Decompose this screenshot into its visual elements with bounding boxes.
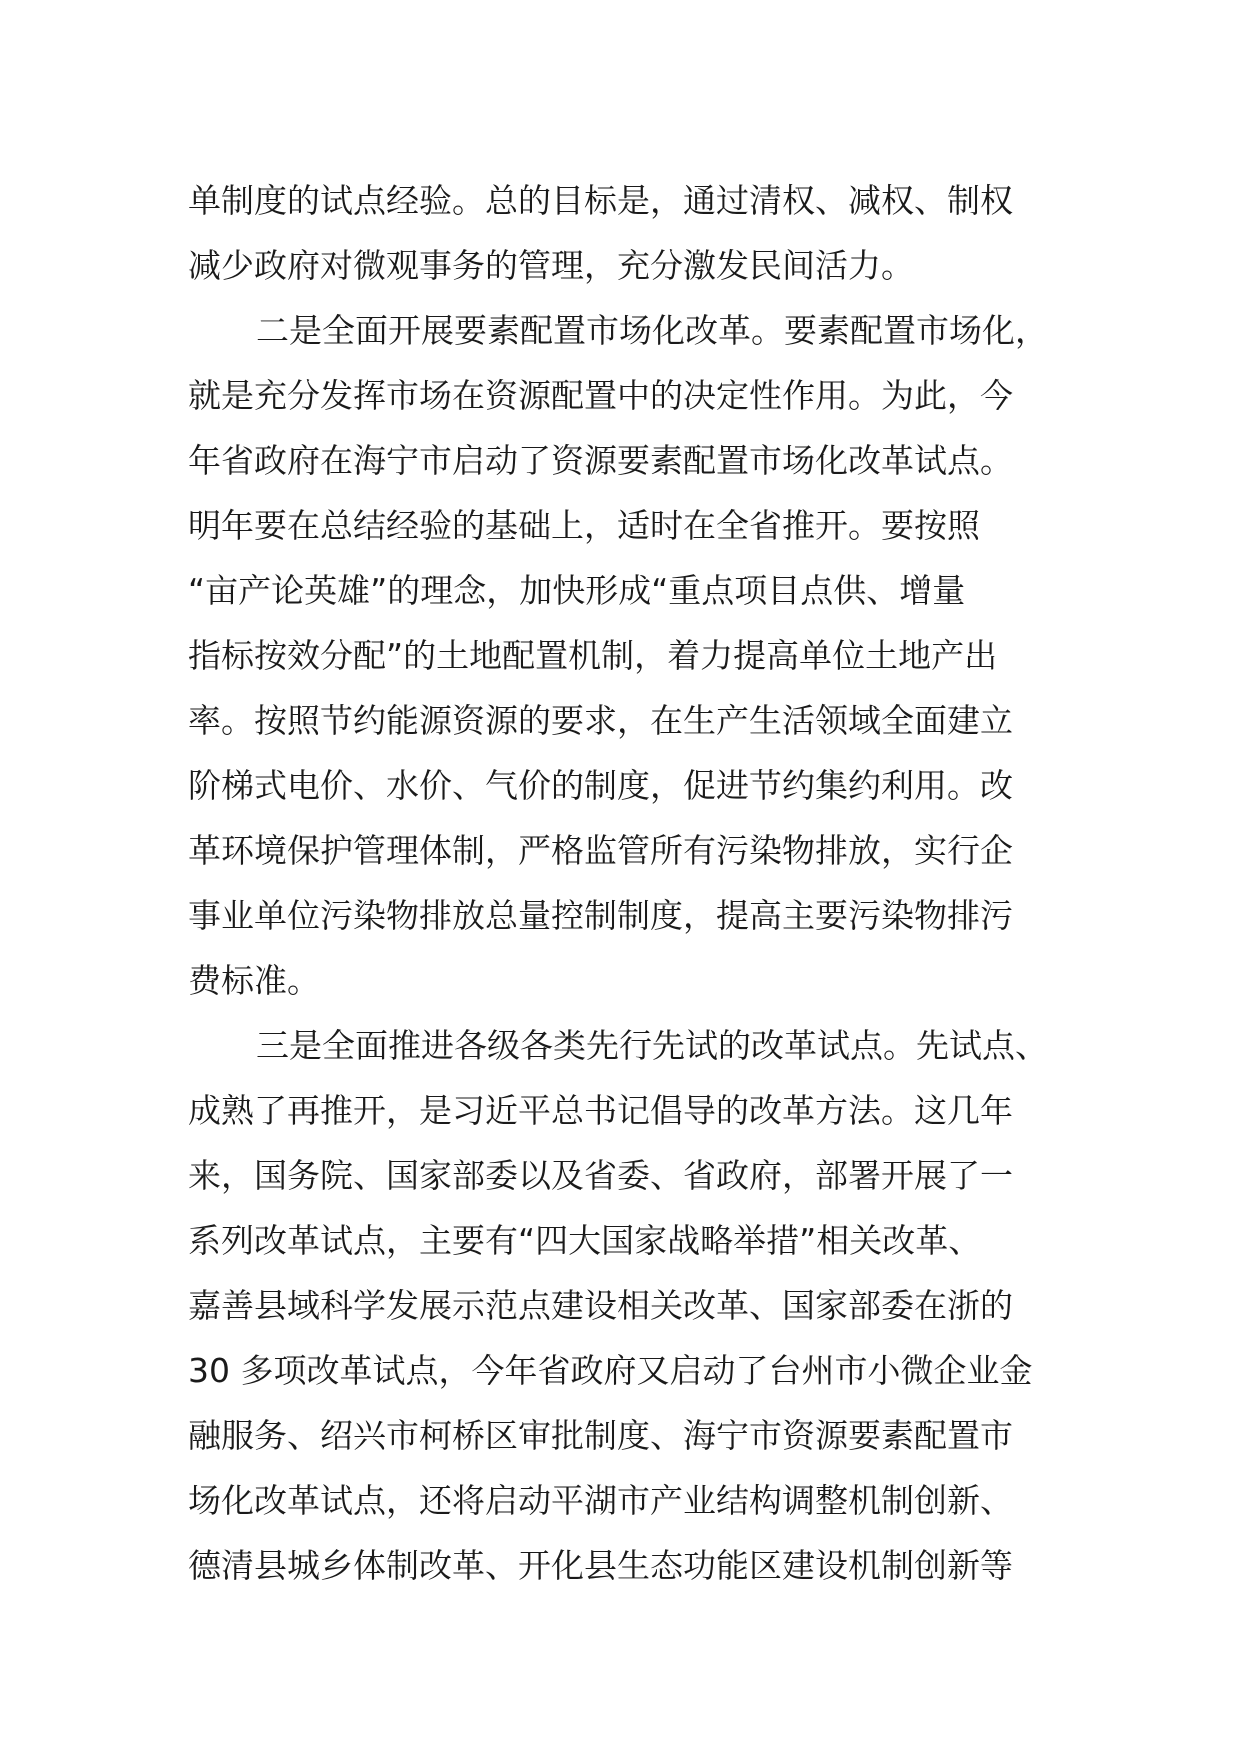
text-line-11: 革环境保护管理体制，严格监管所有污染物排放，实行企 [188, 831, 1013, 870]
text-line-4: 就是充分发挥市场在资源配置中的决定性作用。为此，今 [188, 376, 1013, 415]
body-text [188, 168, 1088, 1598]
text-line-8: 指标按效分配”的土地配置机制，着力提高单位土地产出 [188, 636, 998, 675]
text-line-9: 率。按照节约能源资源的要求，在生产生活领域全面建立 [188, 701, 1013, 740]
text-line-10: 阶梯式电价、水价、气价的制度，促进节约集约利用。改 [188, 766, 1013, 805]
text-line-6: 明年要在总结经验的基础上，适时在全省推开。要按照 [188, 506, 980, 545]
text-line-15: 成熟了再推开，是习近平总书记倡导的改革方法。这几年 [188, 1091, 1013, 1130]
text-line-1: 单制度的试点经验。总的目标是，通过清权、减权、制权 [188, 181, 1013, 220]
text-line-12: 事业单位污染物排放总量控制制度，提高主要污染物排污 [188, 896, 1013, 935]
text-line-17: 系列改革试点，主要有“四大国家战略举措”相关改革、 [188, 1221, 982, 1260]
text-line-13: 费标准。 [188, 961, 320, 1000]
text-line-22: 德清县城乡体制改革、开化县生态功能区建设机制创新等 [188, 1546, 1013, 1585]
text-line-19: 30 多项改革试点，今年省政府又启动了台州市小微企业金 [188, 1351, 1033, 1390]
text-line-18: 嘉善县域科学发展示范点建设相关改革、国家部委在浙的 [188, 1286, 1013, 1325]
text-line-2: 减少政府对微观事务的管理，充分激发民间活力。 [188, 246, 914, 285]
text-line-5: 年省政府在海宁市启动了资源要素配置市场化改革试点。 [188, 441, 1013, 480]
text-line-20: 融服务、绍兴市柯桥区审批制度、海宁市资源要素配置市 [188, 1416, 1013, 1455]
text-line-21: 场化改革试点，还将启动平湖市产业结构调整机制创新、 [188, 1481, 1013, 1520]
text-line-3: 二是全面开展要素配置市场化改革。要素配置市场化， [256, 311, 1048, 350]
text-line-7: “亩产论英雄”的理念，加快形成“重点项目点供、增量 [188, 571, 966, 610]
text-line-16: 来，国务院、国家部委以及省委、省政府，部署开展了一 [188, 1156, 1013, 1195]
text-line-14: 三是全面推进各级各类先行先试的改革试点。先试点、 [256, 1026, 1048, 1065]
